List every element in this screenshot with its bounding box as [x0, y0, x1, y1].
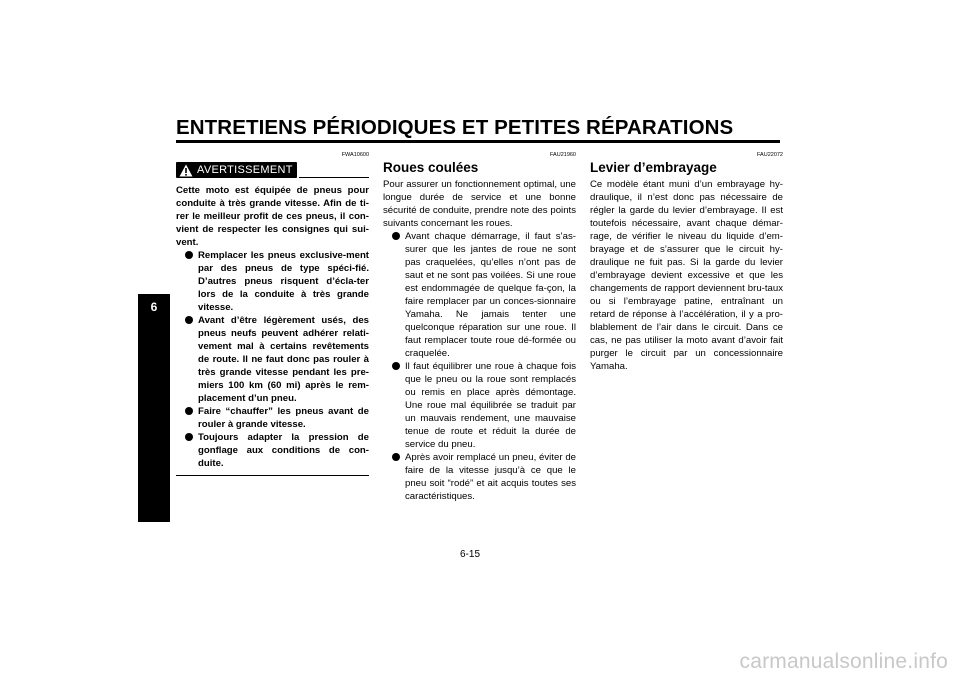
list-item-text: Avant d’être légèrement usés, des pneus neufs peuvent adhérer relati-vement mal à certains revêtements de route. Il ne faut donc pas rouler à très grande vitesse pendant les pre-miers 100 km (60 mi) après le rem-placement d’un pneu. [198, 315, 369, 404]
list-item-text: Après avoir remplacé un pneu, éviter de faire de la vitesse jusqu’à ce que le pneu soit “rodé” et ait acquis toutes ses caractéristiques. [405, 452, 576, 502]
chapter-tab [138, 294, 170, 522]
warning-intro: Cette moto est équipée de pneus pour conduite à très grande vitesse. Afin de ti-rer le meilleur profit de ces pneus, il con-vient de respecter les consignes qui sui-vent. [176, 185, 369, 248]
list-item-text: Avant chaque démarrage, il faut s’as-surer que les jantes de roue ne sont pas craquelées, qu’elles n’ont pas de saut et ne sont pas voilées. Si une roue est endommagée de quelque fa-çon, la faire remplacer par un conces-sionnaire Yamaha. Ne jamais tenter une quelconque réparation sur une roue. Il faut remplacer toute roue dé-formée ou craquelée. [405, 231, 576, 359]
warning-label: AVERTISSEMENT [197, 164, 293, 176]
list-item [176, 249, 369, 314]
list-item [176, 431, 369, 470]
list-item-text: Il faut équilibrer une roue à chaque fois que le pneu ou la roue sont remplacés ou remis en place après démontage. Une roue mal équilibrée se traduit par un mauvais rendement, une mauvaise tenue de route et réduit la durée de service du pneu. [405, 361, 576, 450]
bullet-icon [185, 251, 193, 259]
list-item-text: Toujours adapter la pression de gonflage aux conditions de con-duite. [198, 432, 369, 469]
wheels-section [383, 152, 576, 503]
warning-header [176, 162, 369, 178]
warning-code: FWA10600 [341, 152, 369, 158]
list-item [383, 230, 576, 360]
header-rule [176, 140, 780, 143]
clutch-title: Levier d’embrayage [590, 160, 717, 175]
wheels-intro: Pour assurer un fonctionnement optimal, une longue durée de service et une bonne sécurité de conduite, prendre note des points suivants concernant les roues. [383, 179, 576, 229]
bullet-icon [185, 407, 193, 415]
warning-badge [176, 162, 297, 178]
warning-column [176, 152, 369, 476]
warning-header-rule [299, 177, 369, 178]
watermark: carmanualsonline.info [739, 650, 948, 673]
bullet-icon [185, 316, 193, 324]
clutch-body: Ce modèle étant muni d’un embrayage hy-draulique, il n’est donc pas nécessaire de régler la garde du levier d’embrayage. Il est toutefois nécessaire, avant chaque démar-rage, de vérifier le niveau du liquide d’em-brayage et de s’assurer que le circuit hy-draulique ne fuit pas. Si la garde du levier d’embrayage devient excessive et que les changements de rapport deviennent bru-taux ou si l’embrayage patine, entraînant un retard de réponse à l’accélération, il y a pro-blablement de l’air dans le circuit. Dans ce cas, ne pas utiliser la moto avant d’avoir fait purger le circuit par un concessionnaire Yamaha. [590, 179, 783, 372]
clutch-code: FAU22072 [757, 152, 783, 158]
page-number: 6-15 [460, 549, 481, 560]
bullet-icon [392, 362, 400, 370]
warning-end-rule [176, 475, 369, 476]
list-item-text: Faire “chauffer” les pneus avant de rouler à grande vitesse. [198, 406, 369, 430]
list-item [176, 314, 369, 405]
bullet-icon [392, 453, 400, 461]
bullet-icon [185, 433, 193, 441]
list-item-text: Remplacer les pneus exclusive-ment par des pneus de type spéci-fié. D’autres pneus risquent d’écla-ter lors de la conduite à très grande vitesse. [198, 250, 369, 313]
wheels-list [383, 230, 576, 503]
wheels-code: FAU21960 [550, 152, 576, 158]
list-item [176, 405, 369, 431]
clutch-section [590, 152, 783, 373]
list-item [383, 360, 576, 451]
page-title: ENTRETIENS PÉRIODIQUES ET PETITES RÉPARATIONS [176, 116, 734, 139]
list-item [383, 451, 576, 503]
chapter-number: 6 [150, 300, 158, 314]
wheels-title: Roues coulées [383, 160, 479, 175]
bullet-icon [392, 232, 400, 240]
warning-triangle-icon [179, 164, 193, 177]
warning-list [176, 249, 369, 470]
